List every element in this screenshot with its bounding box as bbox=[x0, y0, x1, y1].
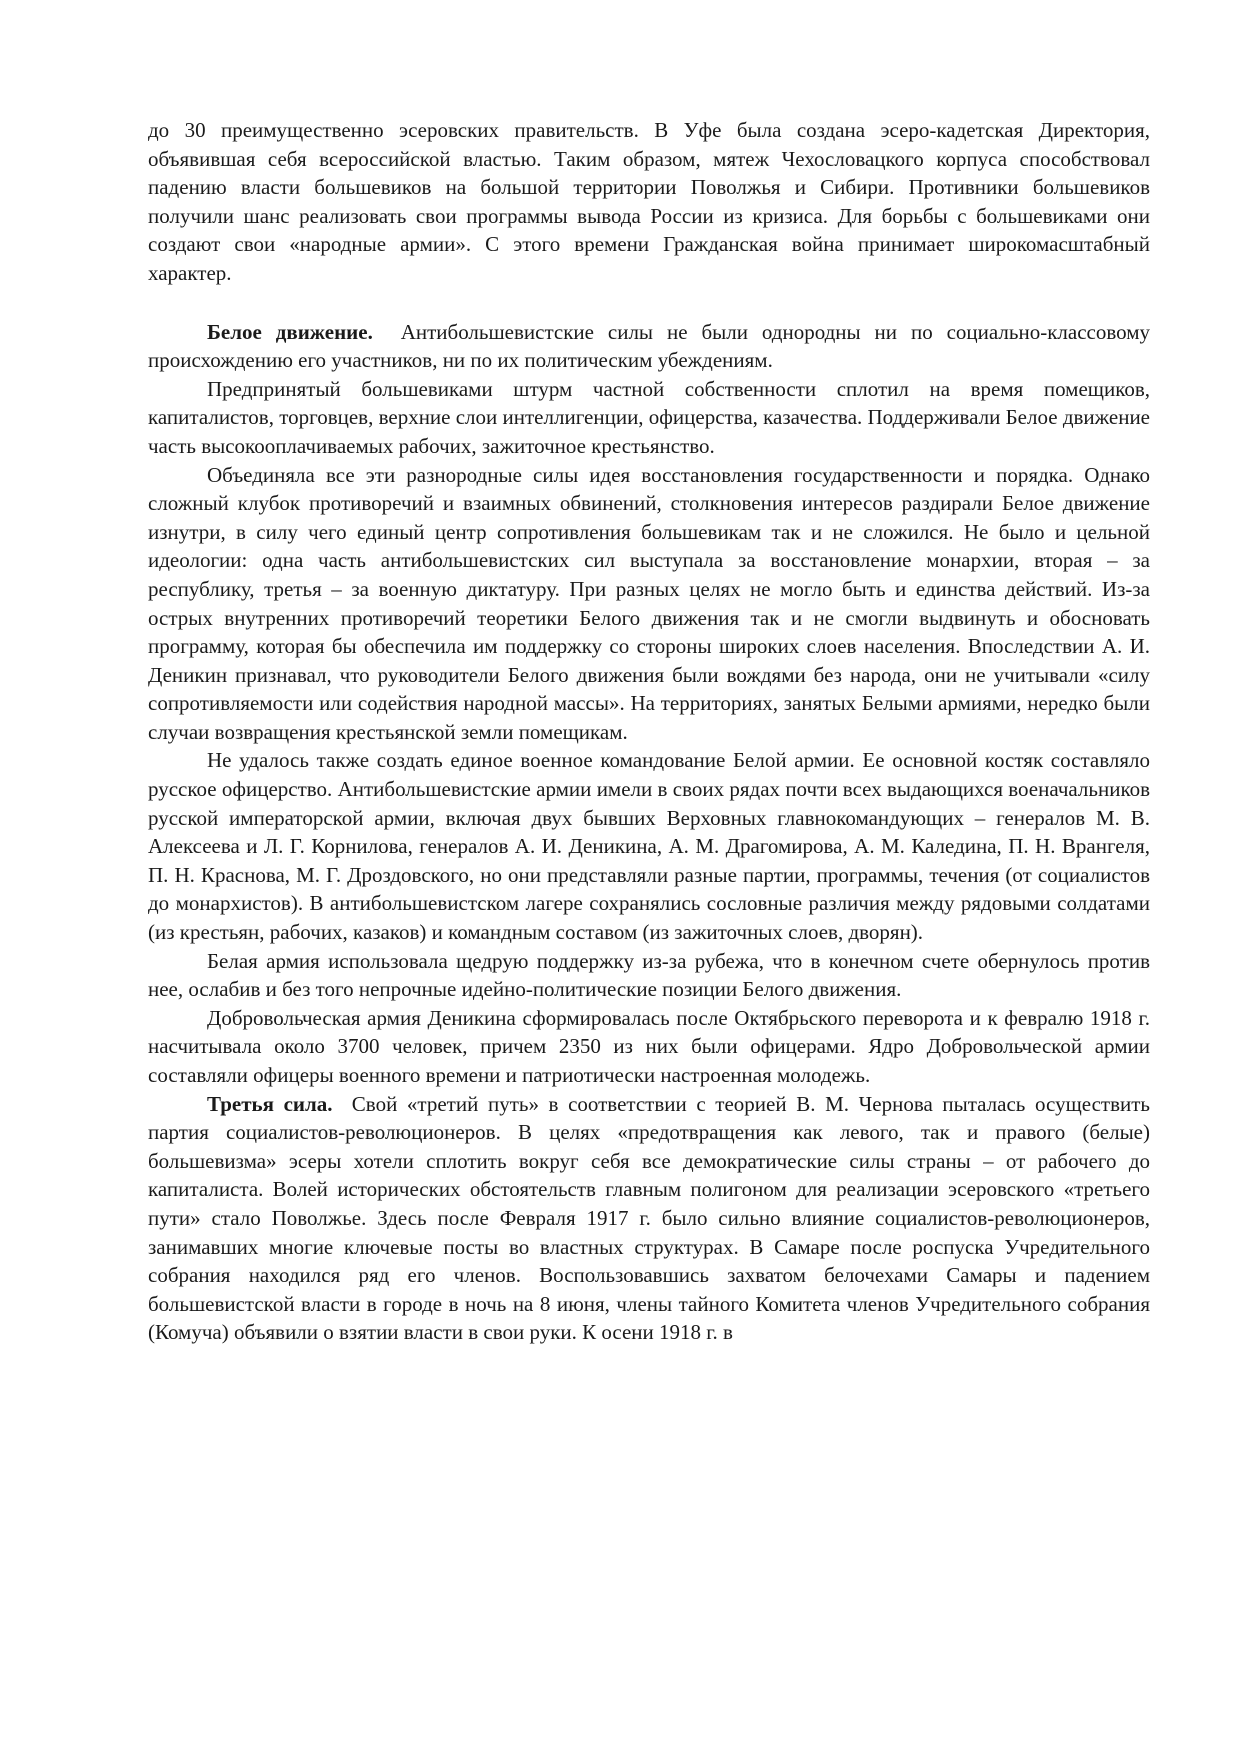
paragraph-6-text: Белая армия использовала щедрую поддержку из-за рубежа, что в конечном счете обернулось против нее, ослабив и без того непрочные идейно-политические позиции Белого движения. bbox=[148, 948, 1150, 1002]
paragraph-2-text: Антибольшевистские силы не были однородны ни по социально-классовому происхождению его участников, ни по их политическим убеждениям. bbox=[148, 319, 1151, 373]
paragraph-5-text: Не удалось также создать единое военное командование Белой армии. Ее основной костяк составляло русское офицерство. Антибольшевистские армии имели в своих рядах почти всех выдающихся военачальников русской императорской армии, включая двух бывших Верховных главнокомандующих – генералов М. В. Алексеева и Л. Г. Корнилова, генералов А. И. Деникина, А. М. Драгомирова, А. М. Каледина, П. Н. Врангеля, П. Н. Краснова, М. Г. Дроздовского, но они представляли разные партии, программы, течения (от социалистов до монархистов). В антибольшевистском лагере сохранялись сословные различия между рядовыми солдатами (из крестьян, рабочих, казаков) и командным составом (из зажиточных слоев, дворян). bbox=[148, 748, 1150, 945]
section-heading-third-force: Третья сила. bbox=[207, 1091, 333, 1116]
paragraph-1-text: до 30 преимущественно эсеровских правительств. В Уфе была создана эсеро-кадетская Директория, объявившая себя всероссийской властью. Таким образом, мятеж Чехословацкого корпуса способствовал падению власти большевиков на большой территории Поволжья и Сибири. Противники большевиков получили шанс реализовать свои программы вывода России из кризиса. Для борьбы с большевиками они создают свои «народные армии». С этого времени Гражданская война принимает широкомасштабный характер. bbox=[148, 118, 1150, 285]
paragraph-5 bbox=[148, 746, 1150, 946]
paragraph-6 bbox=[148, 947, 1150, 1004]
section-heading-white-movement: Белое движение. bbox=[207, 319, 373, 344]
paragraph-8-third-force bbox=[148, 1090, 1150, 1347]
paragraph-3-text: Предпринятый большевиками штурм частной собственности сплотил на время помещиков, капиталистов, торговцев, верхние слои интеллигенции, офицерства, казачества. Поддерживали Белое движение часть высокооплачиваемых рабочих, зажиточное крестьянство. bbox=[148, 376, 1151, 458]
paragraph-7 bbox=[148, 1004, 1150, 1090]
paragraph-4 bbox=[148, 461, 1150, 747]
paragraph-4-text: Объединяла все эти разнородные силы идея восстановления государственности и порядка. Однако сложный клубок противоречий и взаимных обвинений, столкновения интересов раздирали Белое движение изнутри, в силу чего единый центр сопротивления большевикам так и не сложился. Не было и цельной идеологии: одна часть антибольшевистских сил выступала за восстановление монархии, вторая – за республику, третья – за военную диктатуру. При разных целях не могло быть и единства действий. Из-за острых внутренних противоречий теоретики Белого движения так и не смогли выдвинуть и обосновать программу, которая бы обеспечила им поддержку со стороны широких слоев населения. Впоследствии А. И. Деникин признавал, что руководители Белого движения были вождями без народа, они не учитывали «силу сопротивляемости или содействия народной массы». На территориях, занятых Белыми армиями, нередко были случаи возвращения крестьянской земли помещикам. bbox=[148, 462, 1150, 744]
document-page bbox=[148, 116, 1150, 1347]
paragraph-3 bbox=[148, 375, 1150, 461]
paragraph-1 bbox=[148, 116, 1150, 288]
paragraph-8-text: Свой «третий путь» в соответствии с теорией В. М. Чернова пыталась осуществить партия социалистов-революционеров. В целях «предотвращения как левого, так и правого (белые) большевизма» эсеры хотели сплотить вокруг себя все демократические силы страны – от рабочего до капиталиста. Волей исторических обстоятельств главным полигоном для реализации эсеровского «третьего пути» стало Поволжье. Здесь после Февраля 1917 г. было сильно влияние социалистов-революционеров, занимавших многие ключевые посты во властных структурах. В Самаре после роспуска Учредительного собрания находился ряд его членов. Воспользовавшись захватом белочехами Самары и падением большевистской власти в городе в ночь на 8 июня, члены тайного Комитета членов Учредительного собрания (Комуча) объявили о взятии власти в свои руки. К осени 1918 г. в bbox=[148, 1091, 1150, 1345]
paragraph-2-white-movement bbox=[148, 318, 1150, 375]
paragraph-7-text: Добровольческая армия Деникина сформировалась после Октябрьского переворота и к февралю 1918 г. насчитывала около 3700 человек, причем 2350 из них были офицерами. Ядро Добровольческой армии составляли офицеры военного времени и патриотически настроенная молодежь. bbox=[148, 1005, 1150, 1087]
